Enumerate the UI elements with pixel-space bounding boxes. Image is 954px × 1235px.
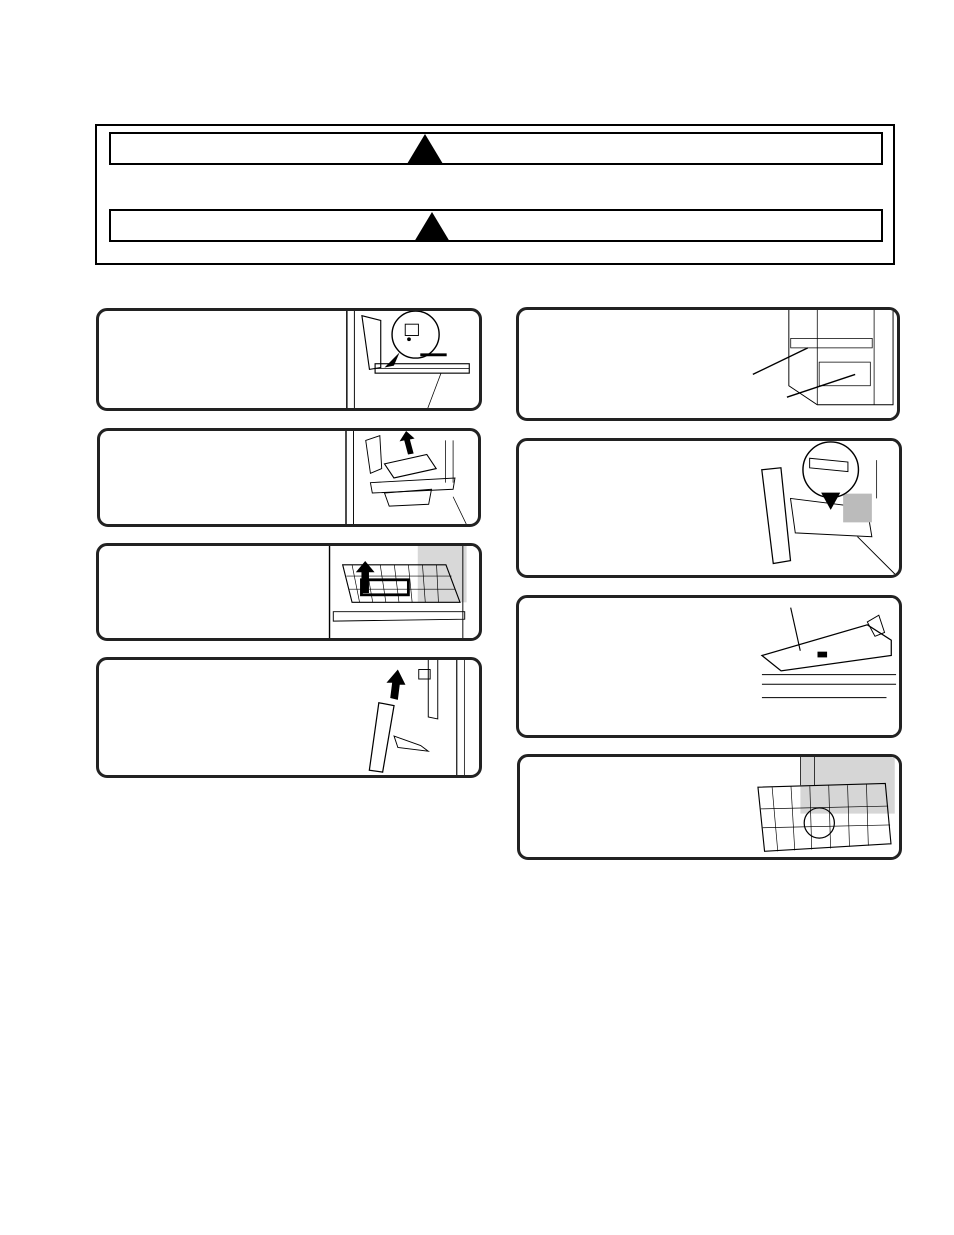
step-card-5 [516,307,900,421]
basket-removal-illustration [319,546,479,638]
door-alignment-illustration [759,598,899,735]
step-card-7 [516,595,902,738]
drawer-cover-illustration [338,431,478,524]
warning-header-bar-2 [109,209,883,242]
door-hook-illustration [749,441,899,575]
drawer-slide-illustration [339,311,479,408]
step-card-2 [97,428,481,527]
step-card-3 [96,543,482,641]
step-card-1 [96,308,482,411]
step-card-6 [516,438,902,578]
basket-install-illustration [749,757,899,857]
drawer-rails-illustration [747,310,897,418]
door-removal-illustration [349,660,479,775]
warning-header-bar [109,132,883,165]
step-card-4 [96,657,482,778]
step-card-8 [517,754,902,860]
warning-triangle-icon [413,211,451,243]
warning-triangle-icon [406,133,444,165]
